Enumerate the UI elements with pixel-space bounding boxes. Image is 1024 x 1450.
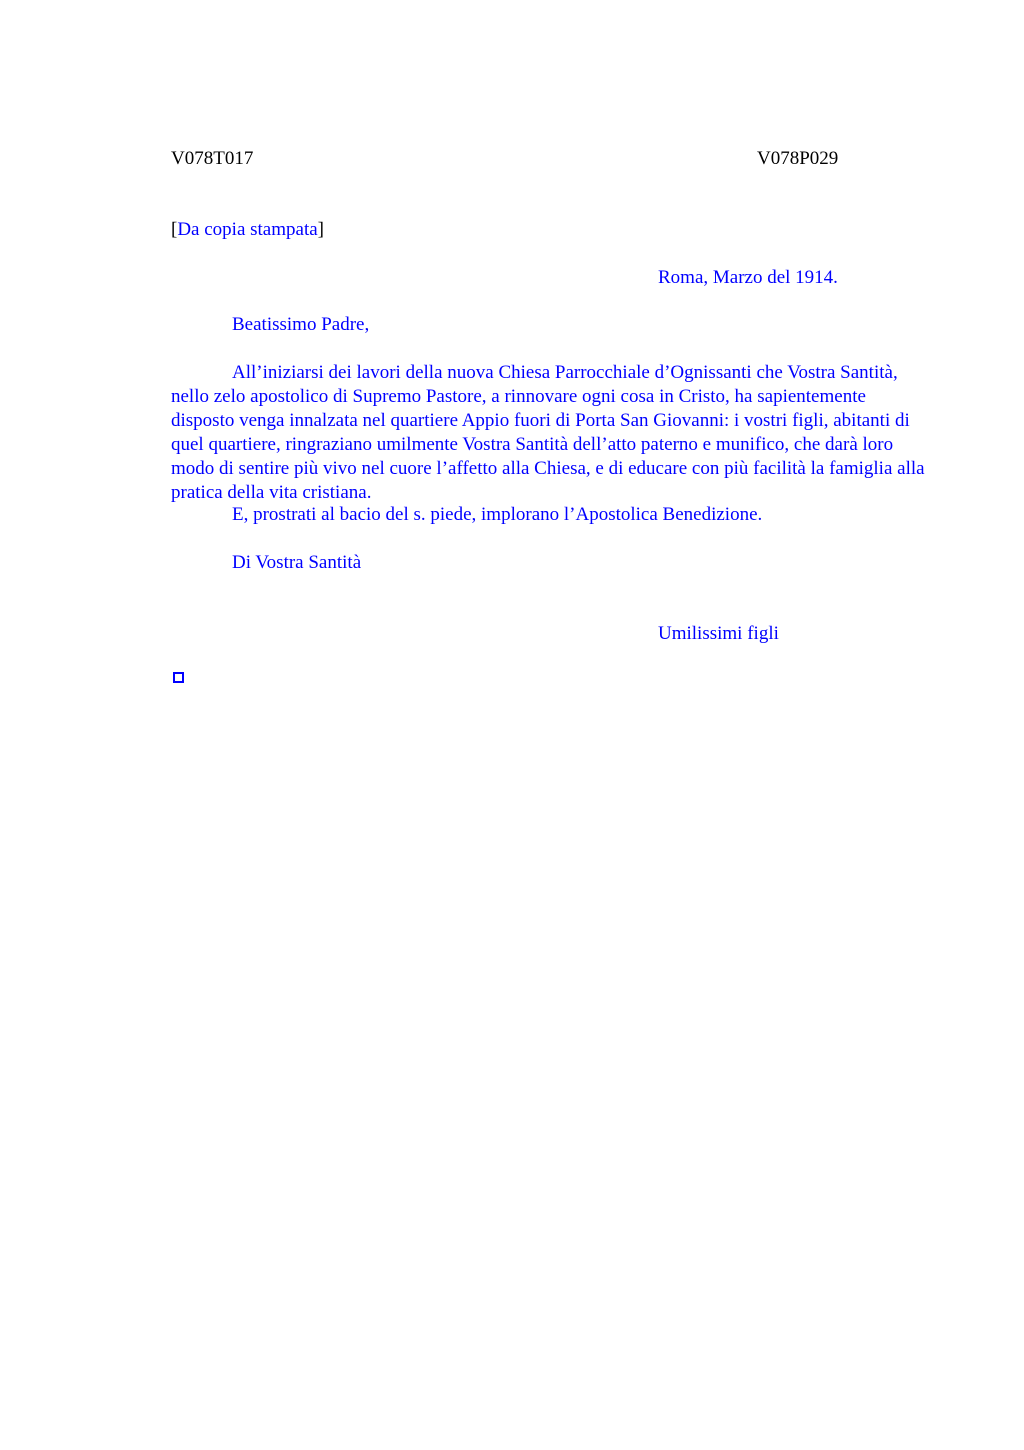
document-code-left: V078T017 [171,148,254,169]
source-text: Da copia stampata [177,219,318,240]
letter-closing: Di Vostra Santità [232,552,362,573]
letter-signature: Umilissimi figli [658,623,779,644]
end-of-document-box-icon [173,672,184,683]
source-note [171,218,324,242]
source-close-bracket: ] [317,219,324,240]
letter-dateline: Roma, Marzo del 1914. [658,267,838,288]
letter-body-paragraph-2: E, prostrati al bacio del s. piede, implorano l’Apostolica Benedizione. [232,504,763,525]
document-code-right: V078P029 [757,148,839,169]
letter-salutation: Beatissimo Padre, [232,314,370,335]
letter-body-paragraph-1: All’iniziarsi dei lavori della nuova Chiesa Parrocchiale d’Ognissanti che Vostra Santità, nello zelo apostolico di Supremo Pastore, a rinnovare ogni cosa in Cristo, ha sapientemente disposto venga innalzata nel quartiere Appio fuori di Porta San Giovanni: i vostri figli, abitanti di quel quartiere, ringraziano umilmente Vostra Santità dell’atto paterno e munifico, che darà loro modo di sentire più vivo nel cuore l’affetto alla Chiesa, e di educare con più facilità la famiglia alla pratica della vita cristiana. [171,362,925,503]
source-open-bracket: [ [171,219,178,240]
